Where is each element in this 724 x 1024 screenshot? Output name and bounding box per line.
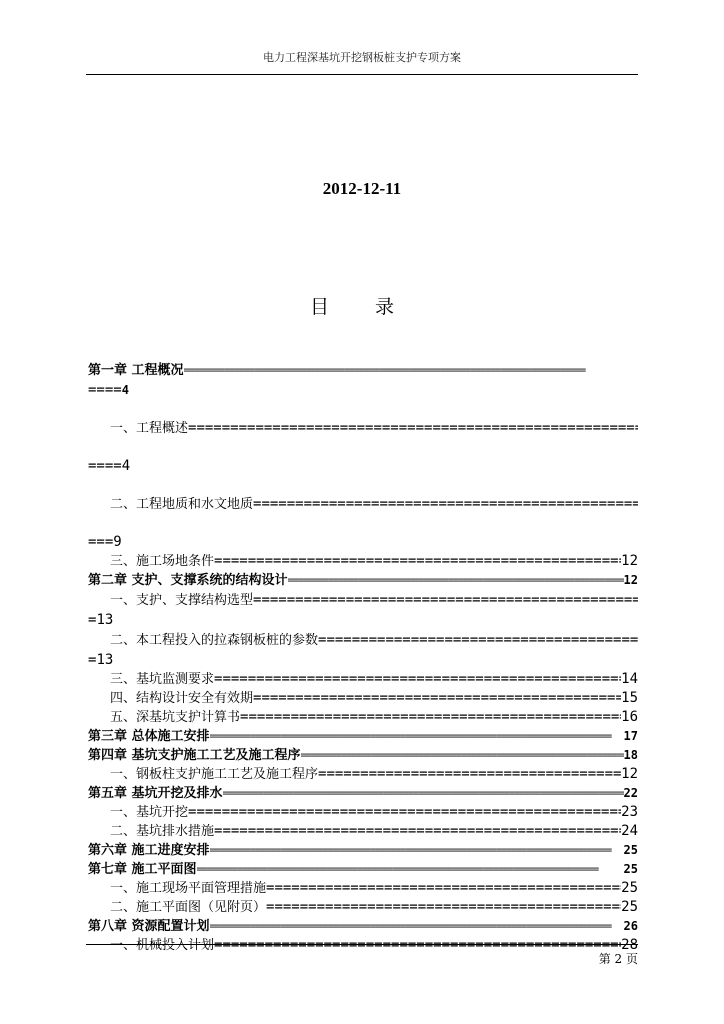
toc-entry-label: 五、深基坑支护计算书 <box>110 710 241 725</box>
toc-entry-continuation: = 13 <box>88 652 114 668</box>
toc-entry-label: 二、基坑排水措施 <box>110 824 215 839</box>
toc-leader <box>253 495 638 514</box>
toc-leader <box>214 936 621 955</box>
toc-entry-label: 一、支护、支撑结构选型 <box>110 593 254 608</box>
toc-entry-section[interactable] <box>88 670 638 689</box>
toc-entry-section[interactable] <box>88 630 638 650</box>
toc-entry-page: 4 <box>121 458 131 474</box>
toc-leader <box>210 727 624 746</box>
toc-entry-section[interactable] <box>88 689 638 708</box>
toc-entry-section[interactable] <box>88 765 638 784</box>
toc-entry-chapter-3[interactable] <box>88 727 638 746</box>
toc-leader <box>266 898 621 917</box>
toc-leader <box>214 552 621 571</box>
toc-leader <box>301 746 624 765</box>
toc-entry-label: 第一章 工程概况 <box>88 363 184 378</box>
toc-entry-chapter-7[interactable] <box>88 860 638 879</box>
toc-entry-section[interactable] <box>88 494 638 514</box>
toc-entry-page: 26 <box>623 919 638 933</box>
toc-entry-page: 17 <box>623 729 638 743</box>
toc-entry-page: 16 <box>621 709 638 725</box>
toc-entry-page: 13 <box>96 612 114 628</box>
toc-entry-chapter-1[interactable] <box>88 360 638 380</box>
toc-entry-page: 12 <box>621 766 638 782</box>
toc-entry-continuation: === 9 <box>88 534 122 550</box>
toc-leader <box>240 708 621 727</box>
toc-entry-label: 第四章 基坑支护施工工艺及施工程序 <box>88 748 301 763</box>
toc-entry-page: 24 <box>621 823 638 839</box>
toc-entry-label: 三、基坑监测要求 <box>110 672 215 687</box>
toc-entry-label: 第八章 资源配置计划 <box>88 919 210 934</box>
footer-divider <box>86 944 638 945</box>
toc-entry-section[interactable] <box>88 552 638 571</box>
toc-leader <box>214 670 621 689</box>
toc-entry-chapter-4[interactable] <box>88 746 638 765</box>
toc-entry-section[interactable] <box>88 898 638 917</box>
toc-leader <box>197 860 624 879</box>
toc-leader <box>223 784 624 803</box>
toc-entry-page: 12 <box>621 553 638 569</box>
toc-entry-continuation: ==== 4 <box>88 458 131 474</box>
toc-entry-label: 四、结构设计安全有效期 <box>110 691 254 706</box>
header-divider <box>86 74 638 75</box>
toc-entry-page: 23 <box>621 804 638 820</box>
toc-entry-page: 28 <box>621 937 638 953</box>
toc-entry-page: 25 <box>623 843 638 857</box>
toc-leader <box>184 361 638 380</box>
toc-leader <box>288 571 624 590</box>
toc-leader <box>188 419 638 438</box>
toc-entry-continuation: = 13 <box>88 612 114 628</box>
toc-entry-page: 18 <box>623 748 638 762</box>
toc-entry-label: 一、钢板柱支护施工工艺及施工程序 <box>110 767 319 782</box>
toc-entry-page: 25 <box>623 862 638 876</box>
toc-title: 目 录 <box>309 296 415 318</box>
toc-entry-chapter-8[interactable] <box>88 917 638 936</box>
toc-entry-section[interactable] <box>88 708 638 727</box>
toc-entry-page: 14 <box>621 671 638 687</box>
toc-entry-label: 一、施工现场平面管理措施 <box>110 881 267 896</box>
toc-entry-label: 一、机械投入计划 <box>110 938 215 953</box>
toc-entry-chapter-2[interactable] <box>88 571 638 590</box>
toc-entry-section[interactable] <box>88 418 638 438</box>
toc-entry-label: 第三章 总体施工安排 <box>88 729 210 744</box>
toc-leader <box>188 803 621 822</box>
document-date: 2012-12-11 <box>322 179 402 198</box>
toc-leader <box>253 689 621 708</box>
toc-entry-page: 4 <box>121 383 129 397</box>
toc-entry-label: 第六章 施工进度安排 <box>88 843 210 858</box>
toc-entry-label: 第二章 支护、支撑系统的结构设计 <box>88 573 288 588</box>
toc-entry-label: 二、施工平面图（见附页） <box>110 900 267 915</box>
toc-entry-label: 一、工程概述 <box>110 421 189 436</box>
toc-leader <box>253 591 638 610</box>
toc-entry-page: 25 <box>621 880 638 896</box>
toc-entry-continuation: ==== 4 <box>88 382 129 398</box>
toc-entry-label: 第七章 施工平面图 <box>88 862 197 877</box>
table-of-contents <box>88 360 638 955</box>
toc-entry-section[interactable] <box>88 936 638 955</box>
toc-entry-page: 15 <box>621 690 638 706</box>
toc-entry-page: 22 <box>623 786 638 800</box>
toc-leader <box>214 822 621 841</box>
page-number: 第 2 页 <box>598 952 638 966</box>
toc-entry-chapter-5[interactable] <box>88 784 638 803</box>
toc-entry-label: 第五章 基坑开挖及排水 <box>88 786 223 801</box>
toc-entry-page: 13 <box>96 652 114 668</box>
toc-leader <box>266 879 621 898</box>
toc-leader <box>210 841 624 860</box>
toc-entry-page: 25 <box>621 899 638 915</box>
toc-leader <box>318 765 621 784</box>
toc-entry-label: 三、施工场地条件 <box>110 554 215 569</box>
toc-entry-label: 二、工程地质和水文地质 <box>110 497 254 512</box>
page-header: 电力工程深基坑开挖钢板桩支护专项方案 <box>263 51 461 64</box>
toc-entry-section[interactable] <box>88 590 638 610</box>
toc-entry-page: 12 <box>623 573 638 587</box>
toc-leader <box>210 917 624 936</box>
toc-entry-label: 一、基坑开挖 <box>110 805 189 820</box>
toc-entry-label: 二、本工程投入的拉森钢板桩的参数 <box>110 633 319 648</box>
toc-entry-page: 9 <box>113 534 122 550</box>
toc-entry-section[interactable] <box>88 822 638 841</box>
toc-entry-section[interactable] <box>88 879 638 898</box>
toc-leader <box>318 631 638 650</box>
toc-entry-section[interactable] <box>88 803 638 822</box>
toc-entry-chapter-6[interactable] <box>88 841 638 860</box>
